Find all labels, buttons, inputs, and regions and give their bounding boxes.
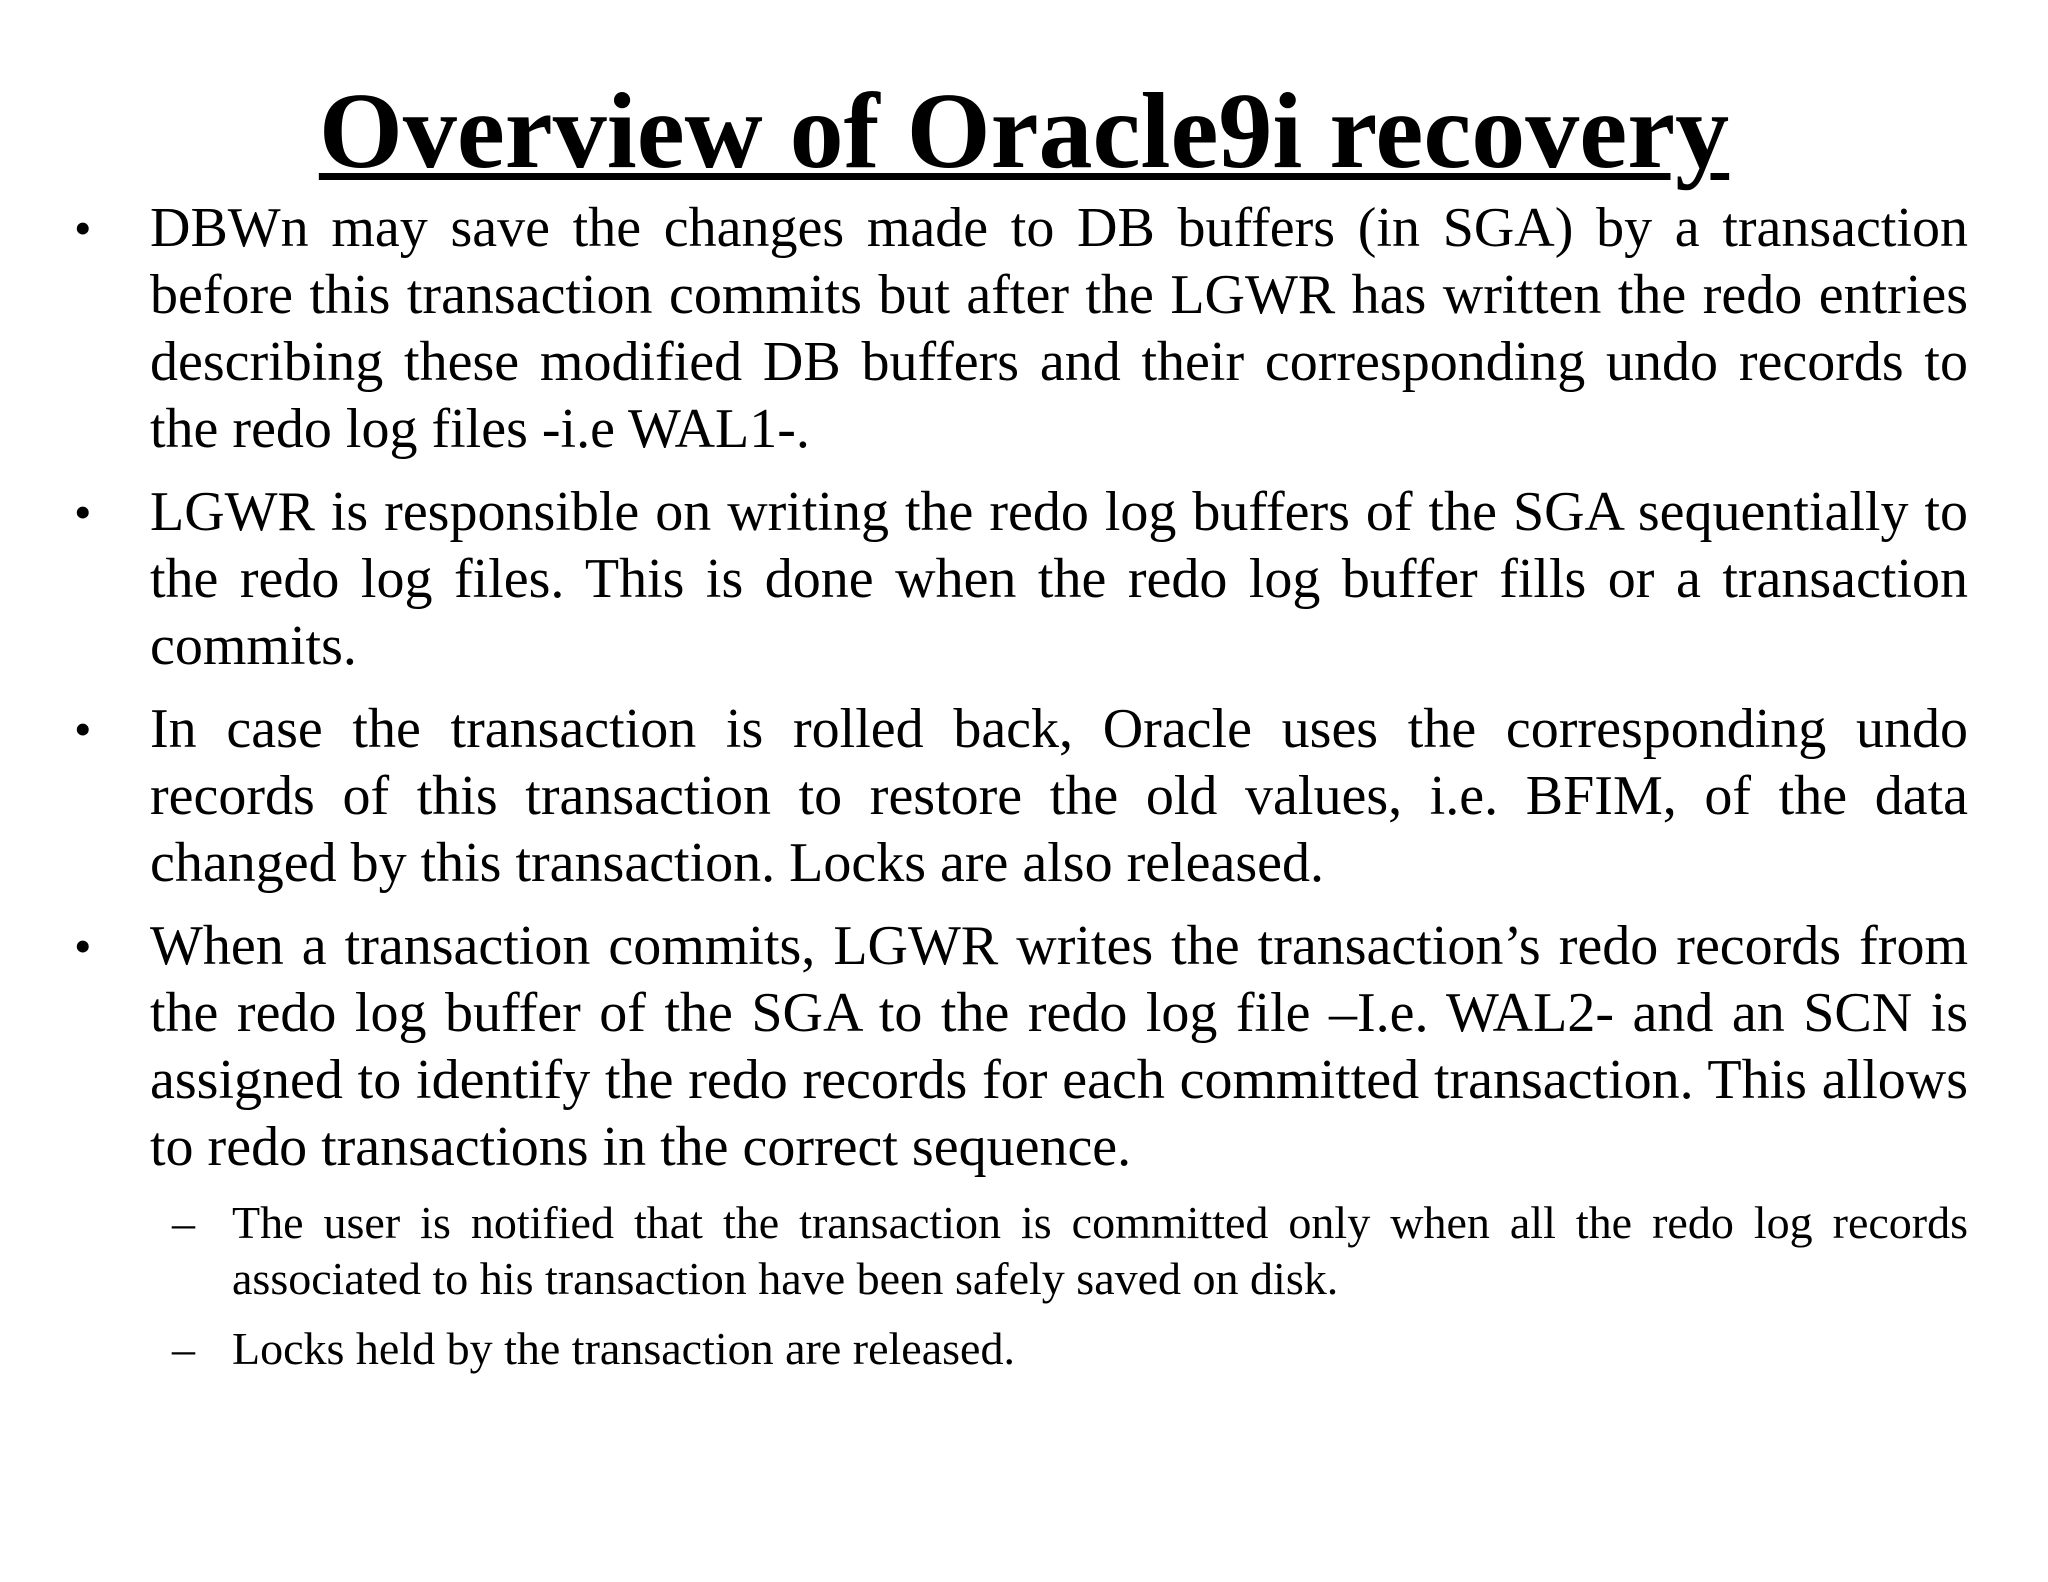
bullet-dot: • [74, 200, 92, 256]
bullet-item [0, 479, 2048, 680]
sub-bullet-item [0, 1321, 2048, 1377]
bullet-list [0, 195, 2048, 1393]
bullet-item [0, 913, 2048, 1377]
bullet-dot: • [74, 484, 92, 540]
sub-bullet-dash: – [172, 1323, 195, 1374]
sub-bullet-text: Locks held by the transaction are released. [232, 1323, 1015, 1374]
bullet-text: In case the transaction is rolled back, Oracle uses the corresponding undo records of this transaction to restore the old values, i.e. BFIM, of the data changed by this transaction. Locks are also released. [150, 698, 1968, 894]
bullet-text: LGWR is responsible on writing the redo log buffers of the SGA sequentially to the redo log files. This is done when the redo log buffer fills or a transaction commits. [150, 481, 1968, 677]
bullet-dot: • [74, 701, 92, 757]
sub-bullet-text: The user is notified that the transaction is committed only when all the redo log records associated to his transaction have been safely saved on disk. [232, 1197, 1968, 1304]
sub-bullet-list [0, 1195, 2048, 1377]
bullet-item [0, 195, 2048, 463]
bullet-dot: • [74, 918, 92, 974]
bullet-item [0, 696, 2048, 897]
slide-title: Overview of Oracle9i recovery [318, 72, 1730, 191]
bullet-text: When a transaction commits, LGWR writes the transaction’s redo records from the redo log buffer of the SGA to the redo log file –I.e. WAL2- and an SCN is assigned to identify the redo records for each committed transaction. This allows to redo transactions in the correct sequence. [150, 915, 1968, 1178]
sub-bullet-dash: – [172, 1197, 195, 1248]
bullet-text: DBWn may save the changes made to DB buffers (in SGA) by a transaction before this transaction commits but after the LGWR has written the redo entries describing these modified DB buffers and their corresponding undo records to the redo log files -i.e WAL1-. [150, 197, 1968, 460]
sub-bullet-item [0, 1195, 2048, 1307]
